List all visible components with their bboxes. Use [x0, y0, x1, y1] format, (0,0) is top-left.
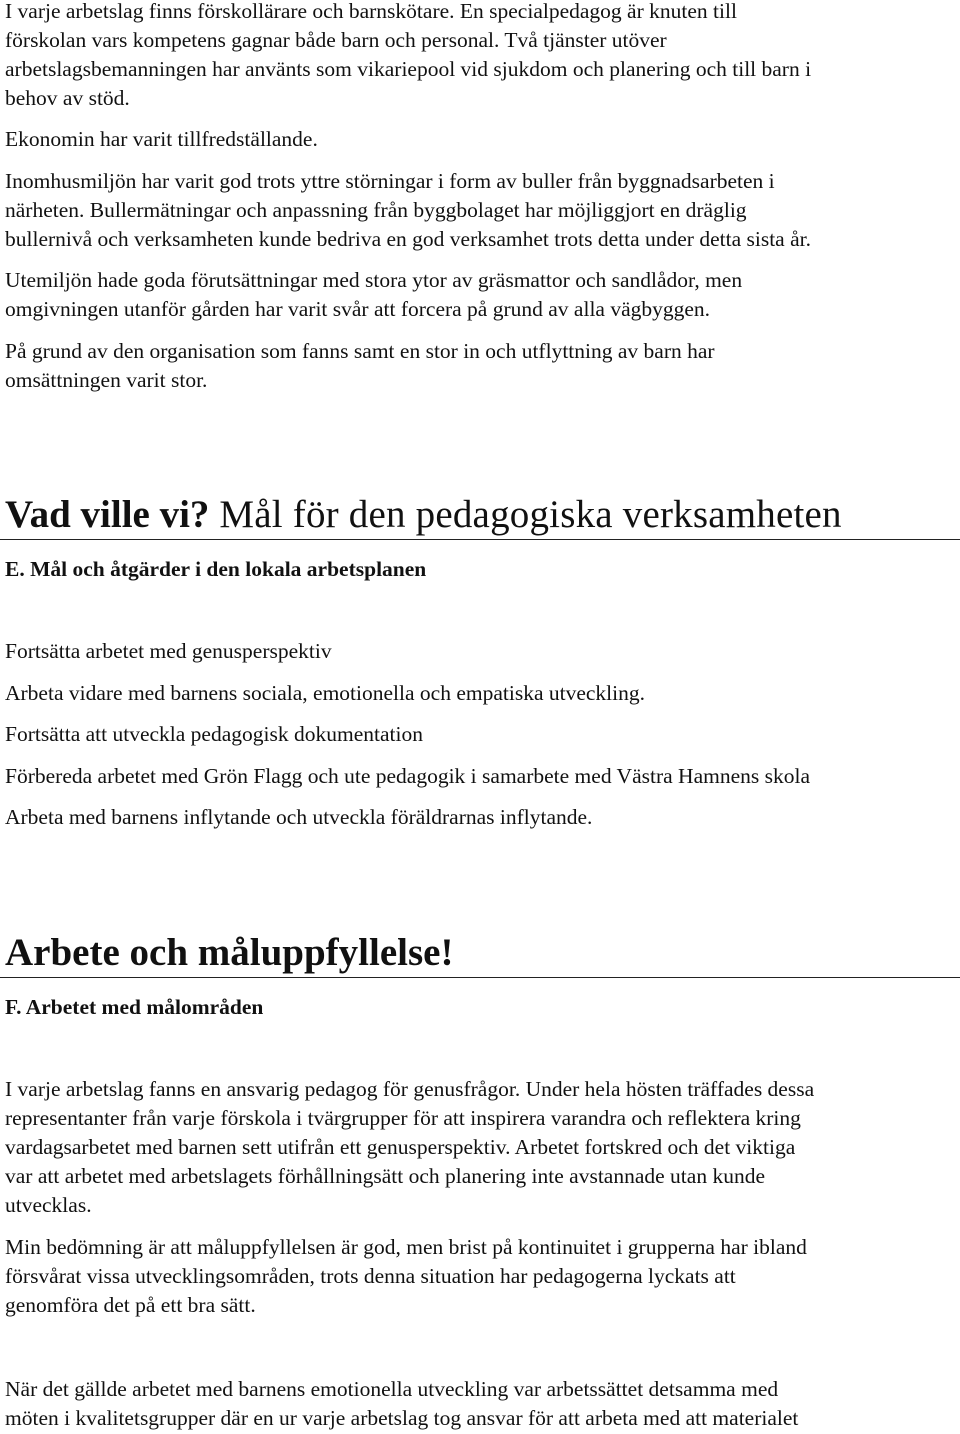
goals-heading-light: Mål för den pedagogiska verksamheten — [209, 493, 842, 536]
work-para1-line-4: var att arbetet med arbetslagets förhållningsätt och planering inte avstannade utan kunde — [5, 1164, 765, 1188]
work-para2-line-3: genomföra det på ett bra sätt. — [5, 1293, 256, 1317]
turnover-line-2: omsättningen varit stor. — [5, 368, 208, 392]
work-para3-line-2: möten i kvalitetsgrupper där en ur varje arbetslag tog ansvar för att arbeta med att materialet — [5, 1406, 799, 1430]
work-para1-line-3: vardagsarbetet med barnen sett utifrån ett genusperspektiv. Arbetet fortskred och det viktiga — [5, 1135, 796, 1159]
outdoor-line-2: omgivningen utanför gården har varit svår att forcera på grund av alla vägbyggen. — [5, 297, 711, 321]
work-para2-line-2: försvårat vissa utvecklingsområden, trots denna situation har pedagogerna lyckats att — [5, 1264, 736, 1288]
intro-line-1: I varje arbetslag finns förskollärare och barnskötare. En specialpedagog är knuten till — [5, 0, 737, 23]
work-para1-line-1: I varje arbetslag fanns en ansvarig pedagog för genusfrågor. Under hela hösten träffades dessa — [5, 1077, 815, 1101]
goal-item-1: Fortsätta arbetet med genusperspektiv — [5, 639, 332, 663]
goal-item-2: Arbeta vidare med barnens sociala, emotionella och empatiska utveckling. — [5, 681, 645, 705]
goals-heading — [5, 493, 842, 537]
work-heading: Arbete och måluppfyllelse! — [5, 931, 454, 974]
indoor-line-3: bullernivå och verksamheten kunde bedriva en god verksamhet trots detta under detta sista år. — [5, 227, 811, 251]
goal-item-3: Fortsätta att utveckla pedagogisk dokumentation — [5, 722, 423, 746]
work-para2-line-1: Min bedömning är att måluppfyllelsen är god, men brist på kontinuitet i grupperna har ibland — [5, 1235, 807, 1259]
outdoor-line-1: Utemiljön hade goda förutsättningar med stora ytor av gräsmattor och sandlådor, men — [5, 268, 743, 292]
intro-line-4: behov av stöd. — [5, 86, 130, 110]
turnover-line-1: På grund av den organisation som fanns samt en stor in och utflyttning av barn har — [5, 339, 715, 363]
goals-subheading: E. Mål och åtgärder i den lokala arbetsplanen — [5, 557, 427, 581]
goals-heading-bold: Vad ville vi? — [5, 493, 210, 536]
indoor-line-2: närheten. Bullermätningar och anpassning från byggbolaget har möjliggjort en dräglig — [5, 198, 747, 222]
indoor-line-1: Inomhusmiljön har varit god trots yttre störningar i form av buller från byggnadsarbeten i — [5, 169, 775, 193]
work-subheading: F. Arbetet med målområden — [5, 995, 264, 1019]
work-heading-rule — [0, 977, 960, 978]
work-para1-line-2: representanter från varje förskola i tvärgrupper för att inspirera varandra och reflektera kring — [5, 1106, 801, 1130]
intro-line-2: förskolan vars kompetens gagnar både barn och personal. Två tjänster utöver — [5, 28, 667, 52]
economy-line: Ekonomin har varit tillfredställande. — [5, 127, 318, 151]
goal-item-4: Förbereda arbetet med Grön Flagg och ute pedagogik i samarbete med Västra Hamnens skola — [5, 764, 811, 788]
work-para3-line-1: När det gällde arbetet med barnens emotionella utveckling var arbetssättet detsamma med — [5, 1377, 779, 1401]
goals-heading-rule — [0, 539, 960, 540]
work-para1-line-5: utvecklas. — [5, 1193, 92, 1217]
goal-item-5: Arbeta med barnens inflytande och utveckla föräldrarnas inflytande. — [5, 805, 593, 829]
intro-line-3: arbetslagsbemanningen har använts som vikariepool vid sjukdom och planering och till barn i — [5, 57, 812, 81]
